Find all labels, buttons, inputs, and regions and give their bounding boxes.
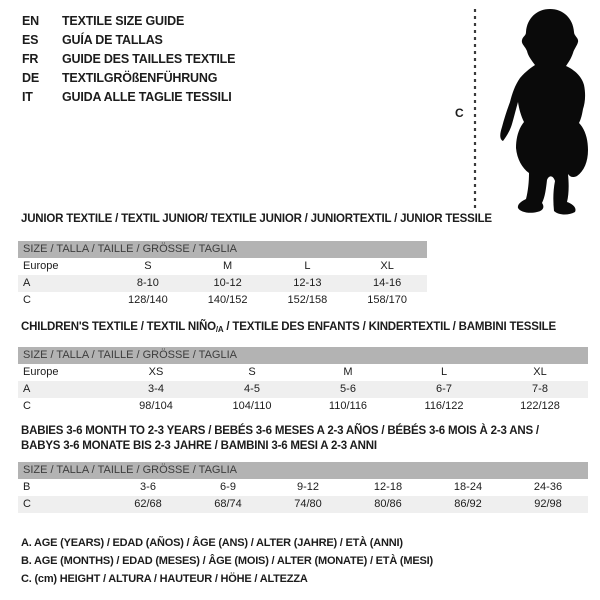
lang-row-en [22, 12, 235, 31]
legend-notes [21, 534, 433, 588]
row-label: A [23, 277, 31, 289]
title-line-1: BABIES 3-6 MONTH TO 2-3 YEARS / BEBÉS 3-6 MESES A 2-3 AÑOS / BÉBÉS 3-6 MOIS À 2-3 ANS / [21, 425, 539, 437]
cell: 12-13 [293, 277, 322, 289]
row-label: C [23, 400, 31, 412]
lang-code: FR [22, 52, 39, 66]
title-line-2: BABYS 3-6 MONATE BIS 2-3 JAHRE / BAMBINI 3-6 MESI A 2-3 ANNI [21, 440, 377, 452]
cell: L [304, 260, 311, 272]
lang-label: TEXTILGRÖßENFÜHRUNG [62, 71, 218, 85]
lang-code: EN [22, 14, 39, 28]
cell: 24-36 [533, 481, 563, 493]
measure-label-c: C [455, 106, 464, 120]
cell: 80/86 [374, 498, 402, 510]
cell: 8-10 [136, 277, 159, 289]
cell: 128/140 [127, 294, 168, 306]
note-a: A. AGE (YEARS) / EDAD (AÑOS) / ÂGE (ANS) / ALTER (JAHRE) / ETÀ (ANNI) [21, 537, 403, 549]
title-subscript: /A [215, 325, 224, 334]
lang-row-de [22, 69, 235, 88]
table-row-age [18, 381, 588, 398]
cell: 158/170 [367, 294, 407, 306]
lang-label: GUIDE DES TAILLES TEXTILE [62, 52, 236, 66]
junior-table-title: JUNIOR TEXTILE / TEXTIL JUNIOR/ TEXTILE JUNIOR / JUNIORTEXTIL / JUNIOR TESSILE [21, 213, 492, 225]
cell: 110/116 [328, 400, 368, 412]
cell: 152/158 [287, 294, 328, 306]
table-row-age [18, 275, 427, 292]
lang-label: GUÍA DE TALLAS [62, 33, 163, 47]
cell: 5-6 [340, 383, 356, 395]
cell: XL [380, 260, 394, 272]
children-table [18, 347, 588, 415]
note-b: B. AGE (MONTHS) / EDAD (MESES) / ÂGE (MOIS) / ALTER (MONATE) / ETÀ (MESI) [21, 555, 433, 567]
size-header-bar: SIZE / TALLA / TAILLE / GRÖSSE / TAGLIA [18, 241, 427, 258]
cell: 6-7 [436, 383, 452, 395]
row-label: C [23, 498, 31, 510]
cell: 92/98 [534, 498, 562, 510]
cell: 62/68 [134, 498, 162, 510]
cell: 14-16 [373, 277, 402, 289]
lang-code: DE [22, 71, 39, 85]
size-header-bar: SIZE / TALLA / TAILLE / GRÖSSE / TAGLIA [18, 462, 588, 479]
cell: 10-12 [213, 277, 242, 289]
cell: 18-24 [453, 481, 483, 493]
cell: 68/74 [214, 498, 242, 510]
table-row-height [18, 496, 588, 513]
lang-label: TEXTILE SIZE GUIDE [62, 14, 185, 28]
cell: 86/92 [454, 498, 482, 510]
children-table-title [21, 320, 556, 337]
lang-row-fr [22, 50, 235, 69]
baby-silhouette-icon [500, 9, 588, 215]
baby-figure [450, 3, 595, 215]
cell: 122/128 [520, 400, 560, 412]
cell: 98/104 [139, 400, 173, 412]
lang-row-es [22, 31, 235, 50]
cell: XS [148, 366, 164, 378]
cell: 3-6 [140, 481, 156, 493]
cell: XL [533, 366, 547, 378]
title-part: / TEXTILE DES ENFANTS / KINDERTEXTIL / BAMBINI TESSILE [223, 321, 556, 333]
cell: M [223, 260, 233, 272]
babies-table [18, 462, 588, 513]
cell: L [440, 366, 448, 378]
row-label: A [23, 383, 31, 395]
junior-table [18, 241, 427, 309]
size-header-bar: SIZE / TALLA / TAILLE / GRÖSSE / TAGLIA [18, 347, 588, 364]
cell: 3-4 [148, 383, 164, 395]
table-row-height [18, 398, 588, 415]
row-label: B [23, 481, 31, 493]
note-c: C. (cm) HEIGHT / ALTURA / HAUTEUR / HÖHE / ALTEZZA [21, 573, 308, 585]
lang-label: GUIDA ALLE TAGLIE TESSILI [62, 90, 232, 104]
row-label: C [23, 294, 31, 306]
lang-code: IT [22, 90, 33, 104]
table-row-height [18, 292, 427, 309]
cell: 74/80 [294, 498, 322, 510]
babies-table-title [21, 424, 539, 454]
row-label: Europe [23, 366, 59, 378]
lang-code: ES [22, 33, 39, 47]
cell: 4-5 [244, 383, 260, 395]
cell: S [144, 260, 152, 272]
cell: 104/110 [232, 400, 272, 412]
row-label: Europe [23, 260, 59, 272]
table-row-europe [18, 364, 588, 381]
cell: S [248, 366, 256, 378]
cell: 12-18 [373, 481, 403, 493]
cell: 9-12 [296, 481, 320, 493]
table-row-europe [18, 258, 427, 275]
table-row-age-months [18, 479, 588, 496]
cell: 6-9 [220, 481, 236, 493]
language-title-block [22, 12, 235, 107]
cell: M [343, 366, 353, 378]
cell: 7-8 [532, 383, 548, 395]
lang-row-it [22, 88, 235, 107]
cell: 140/152 [207, 294, 248, 306]
title-part: CHILDREN'S TEXTILE / TEXTIL NIÑO [21, 321, 216, 333]
cell: 116/122 [424, 400, 464, 412]
